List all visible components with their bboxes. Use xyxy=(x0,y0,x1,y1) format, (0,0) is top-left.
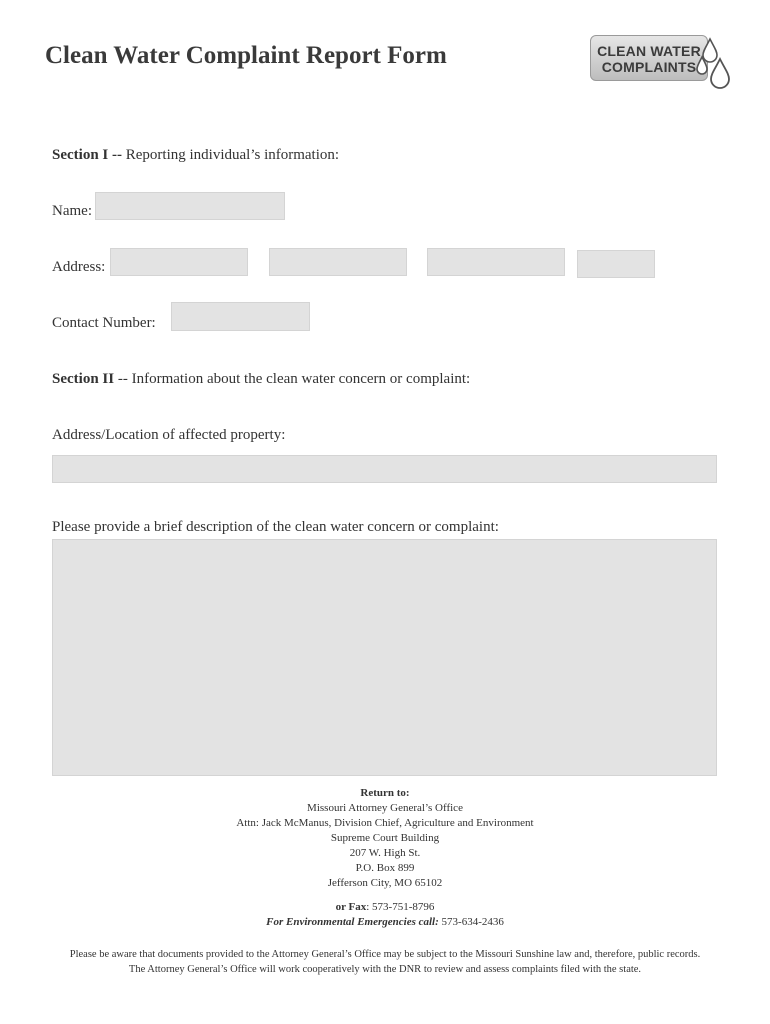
description-label: Please provide a brief description of the clean water concern or complaint: xyxy=(52,519,499,535)
return-line-attn: Attn: Jack McManus, Division Chief, Agriculture and Environment xyxy=(236,817,534,829)
notice-line-1: Please be aware that documents provided to the Attorney General’s Office may be subject to the Missouri Sunshine law and, therefore, public records. xyxy=(69,949,701,960)
section-2-heading-bold: Section II xyxy=(52,371,115,387)
contact-number-field[interactable] xyxy=(171,302,310,331)
section-2-heading xyxy=(52,371,470,388)
emergency-number: 573-634-2436 xyxy=(438,916,504,928)
section-2-heading-text: -- Information about the clean water concern or complaint: xyxy=(114,371,471,387)
section-1-heading-text: Reporting individual’s information: xyxy=(122,147,340,163)
address-label: Address: xyxy=(52,259,106,275)
location-label: Address/Location of affected property: xyxy=(52,427,286,443)
contact-number-label: Contact Number: xyxy=(52,315,156,331)
fax-number: : 573-751-8796 xyxy=(366,901,435,913)
name-label: Name: xyxy=(52,203,92,219)
location-field[interactable] xyxy=(52,455,717,483)
emergency-line xyxy=(0,915,770,930)
return-line-pobox: P.O. Box 899 xyxy=(355,862,415,874)
address-city-field[interactable] xyxy=(269,248,407,276)
return-line-office: Missouri Attorney General’s Office xyxy=(307,802,463,814)
emergency-label: For Environmental Emergencies call: xyxy=(266,916,439,928)
logo-badge xyxy=(590,35,708,81)
address-zip-field[interactable] xyxy=(577,250,655,278)
return-to-block xyxy=(0,786,770,930)
address-street-field[interactable] xyxy=(110,248,248,276)
return-line-city: Jefferson City, MO 65102 xyxy=(327,877,443,889)
section-1-heading-bold: Section I -- xyxy=(52,147,122,163)
clean-water-logo xyxy=(590,35,736,87)
return-line-building: Supreme Court Building xyxy=(330,832,440,844)
return-line-street: 207 W. High St. xyxy=(349,847,421,859)
form-title: Clean Water Complaint Report Form xyxy=(45,42,447,69)
name-field[interactable] xyxy=(95,192,285,220)
section-1-heading xyxy=(52,147,339,164)
address-state-field[interactable] xyxy=(427,248,565,276)
logo-line-1: CLEAN WATER xyxy=(597,43,701,59)
description-textarea[interactable] xyxy=(52,539,717,776)
water-drops-icon xyxy=(694,37,734,89)
sunshine-notice xyxy=(0,947,770,977)
fax-label: or Fax xyxy=(335,901,367,913)
return-to-heading: Return to: xyxy=(360,787,410,799)
logo-line-2: COMPLAINTS xyxy=(601,59,697,75)
notice-line-2: The Attorney General’s Office will work cooperatively with the DNR to review and assess complaints filed with the state. xyxy=(128,964,642,975)
fax-line xyxy=(0,900,770,915)
